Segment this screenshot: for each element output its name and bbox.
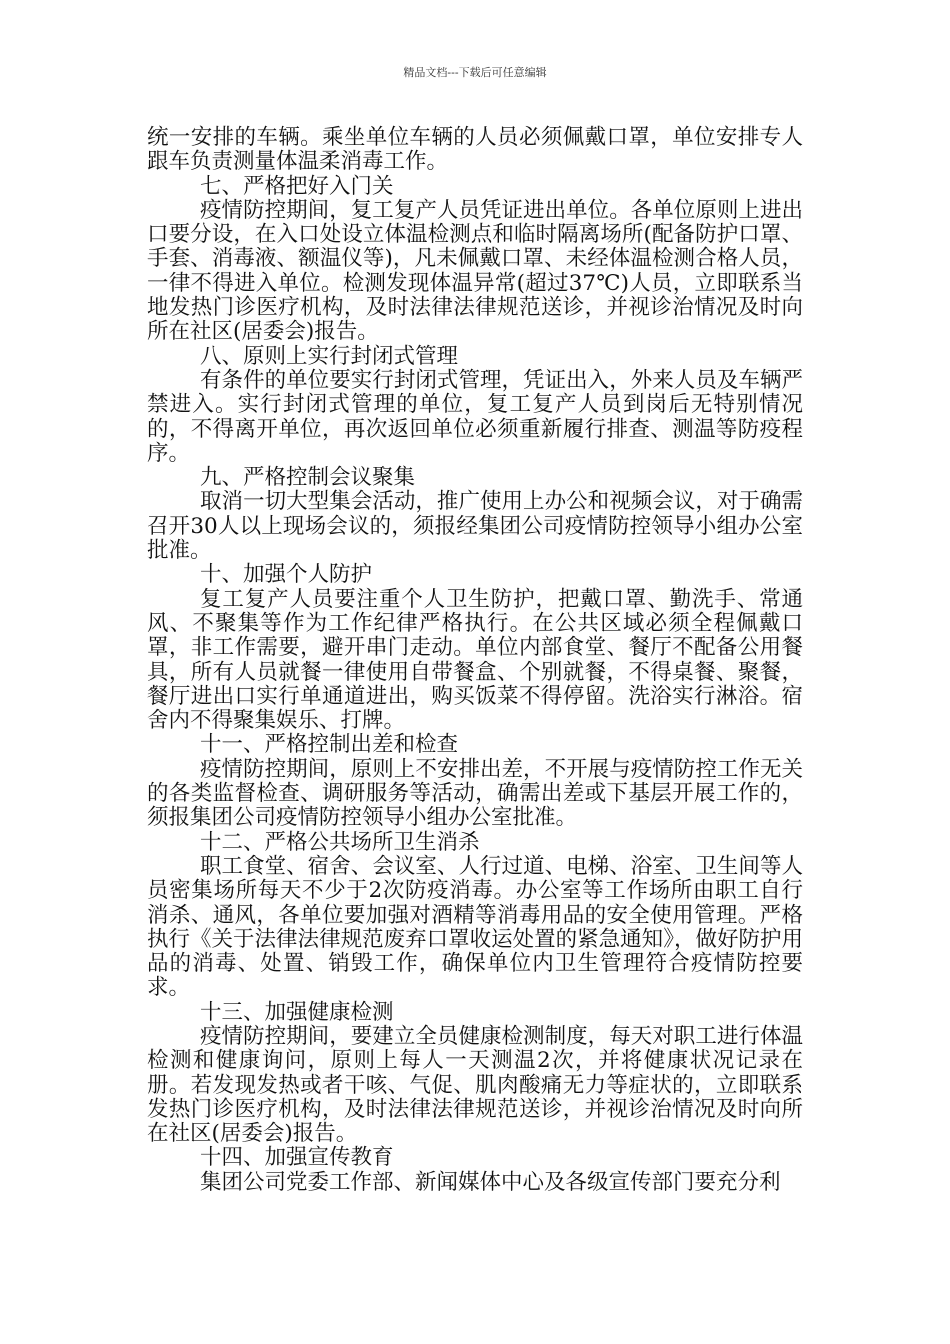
paragraph: 疫情防控期间，原则上不安排出差，不开展与疫情防控工作无关的各类监督检查、调研服务等活动，确需出差或下基层开展工作的，须报集团公司疫情防控领导小组办公室批准。 [147, 756, 803, 831]
section-heading: 十三、加强健康检测 [200, 999, 394, 1025]
section-heading: 八、原则上实行封闭式管理 [200, 343, 459, 369]
paragraph: 疫情防控期间，复工复产人员凭证进出单位。各单位原则上进出口要分设，在入口处设立体温检测点和临时隔离场所(配备防护口罩、手套、消毒液、额温仪等)，凡未佩戴口罩、未经体温检测合格人员，一律不得进入单位。检测发现体温异常(超过37℃)人员，立即联系当地发热门诊医疗机构，及时法律法律规范送诊，并视诊治情况及时向所在社区(居委会)报告。 [147, 197, 803, 345]
section-heading: 十一、严格控制出差和检查 [200, 732, 459, 758]
section-heading: 十四、加强宣传教育 [200, 1145, 394, 1171]
paragraph: 职工食堂、宿舍、会议室、人行过道、电梯、浴室、卫生间等人员密集场所每天不少于2次防疫消毒。办公室等工作场所由职工自行消杀、通风，各单位要加强对酒精等消毒用品的安全使用管理。严格执行《关于法律法律规范废弃口罩收运处置的紧急通知》，做好防护用品的消毒、处置、销毁工作，确保单位内卫生管理符合疫情防控要求。 [147, 853, 803, 1001]
section-heading: 十二、严格公共场所卫生消杀 [200, 829, 480, 855]
document-body [147, 126, 803, 1195]
paragraph: 取消一切大型集会活动，推广使用上办公和视频会议，对于确需召开30人以上现场会议的，须报经集团公司疫情防控领导小组办公室批准。 [147, 489, 803, 564]
paragraph: 有条件的单位要实行封闭式管理，凭证出入，外来人员及车辆严禁进入。实行封闭式管理的单位，复工复产人员到岗后无特别情况的，不得离开单位，再次返回单位必须重新履行排查、测温等防疫程序。 [147, 367, 803, 466]
paragraph: 复工复产人员要注重个人卫生防护，把戴口罩、勤洗手、常通风、不聚集等作为工作纪律严格执行。在公共区域必须全程佩戴口罩，非工作需要，避开串门走动。单位内部食堂、餐厅不配备公用餐具，所有人员就餐一律使用自带餐盒、个别就餐，不得桌餐、聚餐，餐厅进出口实行单通道进出，购买饭菜不得停留。洗浴实行淋浴。宿舍内不得聚集娱乐、打牌。 [147, 586, 803, 734]
section-heading: 七、严格把好入门关 [200, 173, 394, 199]
paragraph: 集团公司党委工作部、新闻媒体中心及各级宣传部门要充分利 [200, 1169, 781, 1195]
page-header: 精品文档---下载后可任意编辑 [403, 66, 547, 79]
paragraph: 统一安排的车辆。乘坐单位车辆的人员必须佩戴口罩，单位安排专人跟车负责测量体温柔消毒工作。 [147, 125, 803, 175]
section-heading: 九、严格控制会议聚集 [200, 465, 416, 491]
paragraph: 疫情防控期间，要建立全员健康检测制度，每天对职工进行体温检测和健康询问，原则上每人一天测温2次，并将健康状况记录在册。若发现发热或者干咳、气促、肌肉酸痛无力等症状的，立即联系发热门诊医疗机构，及时法律法律规范送诊，并视诊治情况及时向所在社区(居委会)报告。 [147, 1023, 803, 1147]
section-heading: 十、加强个人防护 [200, 562, 373, 588]
